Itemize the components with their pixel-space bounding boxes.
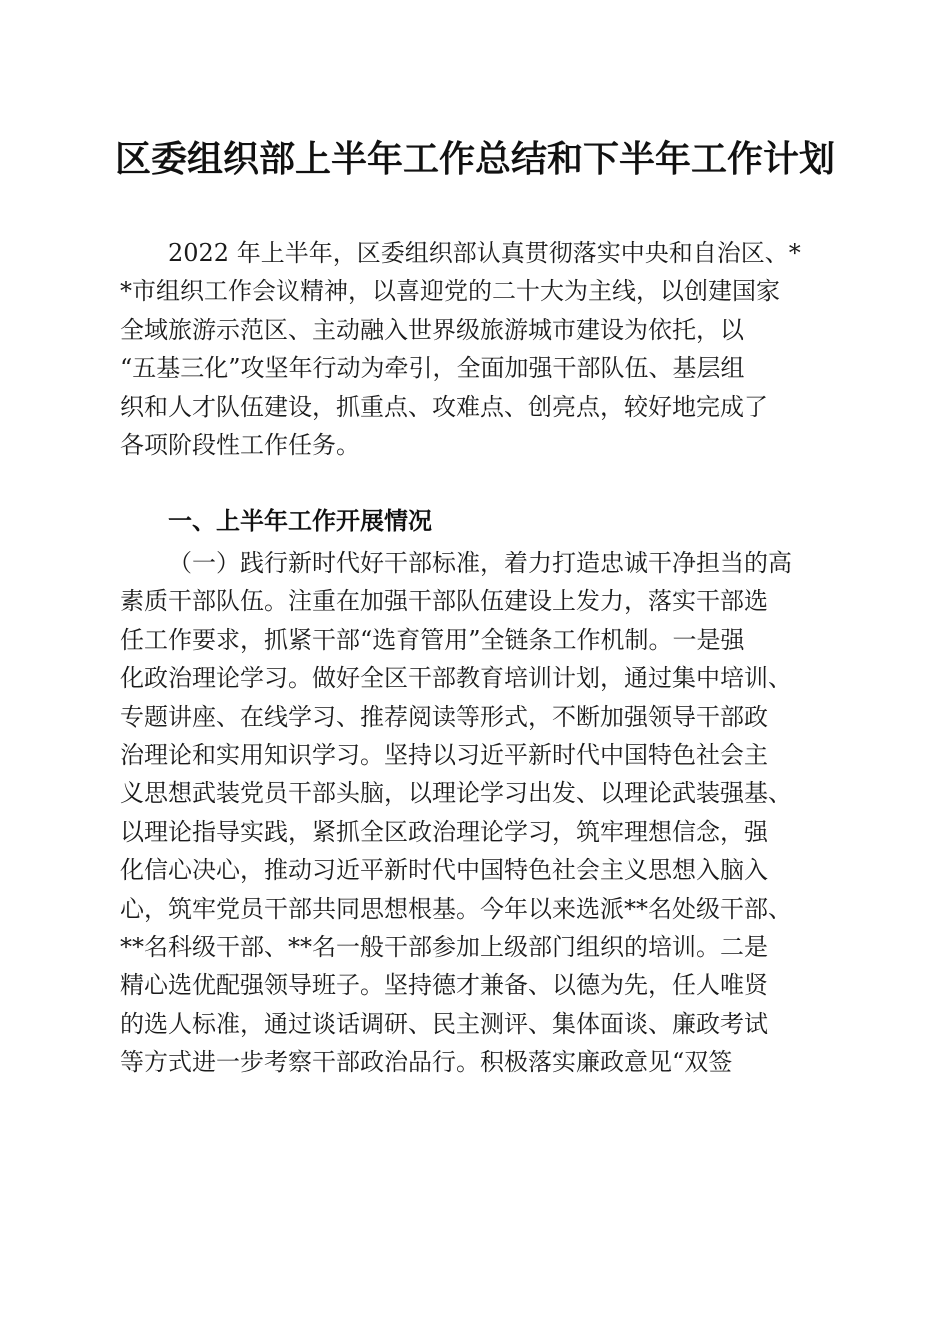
body-line: 等方式进一步考察干部政治品行。积极落实廉政意见“双签: [120, 1048, 733, 1077]
body-line: 治理论和实用知识学习。坚持以习近平新时代中国特色社会主: [120, 740, 768, 769]
intro-line: 织和人才队伍建设，抓重点、攻难点、创亮点，较好地完成了: [120, 392, 768, 421]
intro-line: *市组织工作会议精神，以喜迎党的二十大为主线，以创建国家: [120, 277, 780, 306]
intro-line: “五基三化”攻坚年行动为牵引，全面加强干部队伍、基层组: [120, 354, 745, 383]
body-line: 以理论指导实践，紧抓全区政治理论学习，筑牢理想信念，强: [120, 817, 768, 846]
body-line: 的选人标准，通过谈话调研、民主测评、集体面谈、廉政考试: [120, 1009, 768, 1038]
body-line: 化信心决心，推动习近平新时代中国特色社会主义思想入脑入: [120, 856, 768, 885]
section-heading: 一、上半年工作开展情况: [168, 507, 432, 535]
body-line: 心，筑牢党员干部共同思想根基。今年以来选派**名处级干部、: [120, 894, 792, 923]
section-paragraph: [120, 544, 830, 1081]
body-line: 素质干部队伍。注重在加强干部队伍建设上发力，落实干部选: [120, 587, 768, 616]
body-line: 义思想武装党员干部头脑，以理论学习出发、以理论武装强基、: [120, 779, 792, 808]
intro-paragraph: [120, 234, 830, 464]
document-title: 区委组织部上半年工作总结和下半年工作计划: [114, 138, 835, 180]
body-line: 精心选优配强领导班子。坚持德才兼备、以德为先，任人唯贤: [120, 971, 768, 1000]
intro-line: 全域旅游示范区、主动融入世界级旅游城市建设为依托，以: [120, 315, 744, 344]
body-line: 化政治理论学习。做好全区干部教育培训计划，通过集中培训、: [120, 664, 792, 693]
intro-line: 2022 年上半年，区委组织部认真贯彻落实中央和自治区、*: [120, 239, 801, 267]
body-line: 专题讲座、在线学习、推荐阅读等形式，不断加强领导干部政: [120, 702, 768, 731]
intro-line: 各项阶段性工作任务。: [120, 430, 360, 459]
body-line: 任工作要求，抓紧干部“选育管用”全链条工作机制。一是强: [120, 625, 745, 654]
subsection-lead: （一）践行新时代好干部标准，着力打造忠诚干净担当的高: [168, 549, 792, 577]
body-line: **名科级干部、**名一般干部参加上级部门组织的培训。二是: [120, 932, 768, 961]
